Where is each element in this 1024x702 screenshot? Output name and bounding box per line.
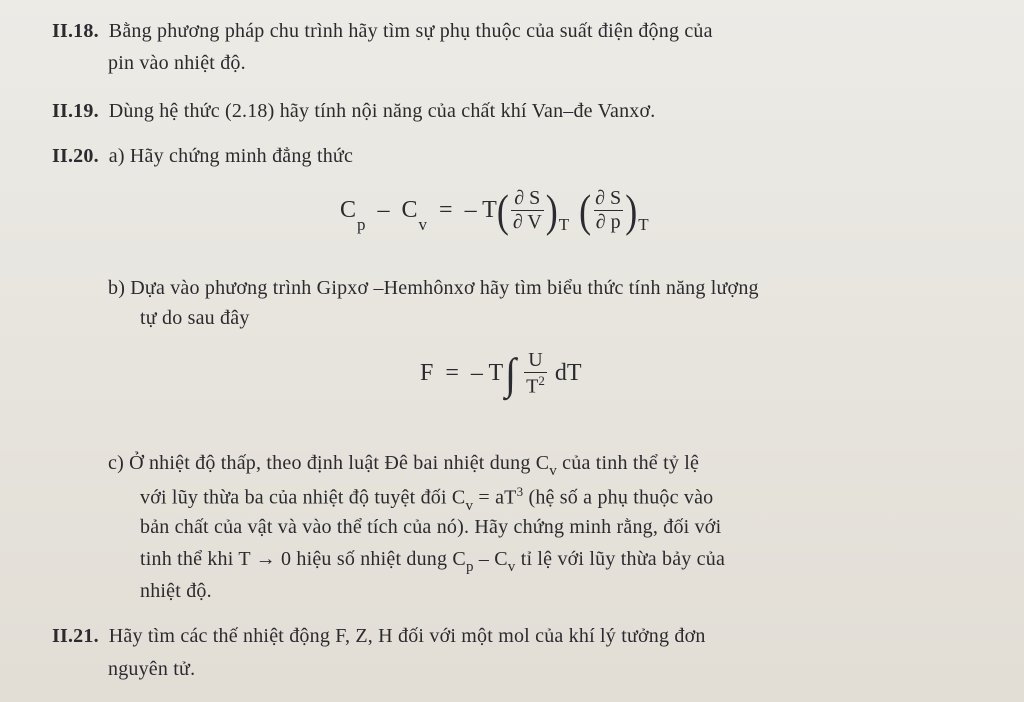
- eq1-equals: =: [439, 197, 453, 223]
- eq1-neg-t: – T: [464, 197, 497, 223]
- problem-21-number: II.21.: [52, 625, 99, 647]
- c2-sub-v: v: [465, 497, 474, 514]
- problem-18-number: II.18.: [52, 20, 99, 42]
- problem-21-text-1: Hãy tìm các thế nhiệt động F, Z, H đối với một mol của khí lý tưởng đơn: [108, 625, 706, 647]
- problem-20-part-a-intro: a) Hãy chứng minh đẳng thức: [108, 145, 354, 167]
- problem-19-line-1: [52, 100, 655, 123]
- eq1-paren-close-1: ): [545, 185, 558, 236]
- eq1-sub-t-2: T: [638, 214, 649, 234]
- problem-18-text-1: Bằng phương pháp chu trình hãy tìm sự phụ thuộc của suất điện động của: [108, 20, 713, 42]
- eq2-t: T: [526, 375, 539, 398]
- problem-20-part-c-line-1: [108, 452, 700, 479]
- c2-sup-3: 3: [516, 484, 524, 499]
- c1-text-a: c) Ở nhiệt độ thấp, theo định luật Đê bai nhiệt dung C: [108, 452, 550, 474]
- eq1-sub-p: p: [357, 214, 366, 234]
- eq2-neg-t: – T: [470, 360, 504, 387]
- eq1-c2: C: [401, 197, 418, 223]
- problem-20-line-a: [52, 145, 353, 168]
- problem-18-line-1: [52, 20, 713, 43]
- c4-text-b: – C: [473, 548, 508, 570]
- eq1-paren-open-1: (: [496, 185, 509, 236]
- eq1-frac1-top: ∂ S: [514, 187, 541, 209]
- eq1-frac2-top: ∂ S: [595, 187, 622, 209]
- problem-19-text-1: Dùng hệ thức (2.18) hãy tính nội năng của chất khí Van–đe Vanxơ.: [108, 100, 656, 122]
- eq2-integral: ∫: [505, 349, 517, 399]
- equation-cp-cv: [340, 185, 649, 236]
- problem-21-line-2: nguyên tử.: [108, 658, 196, 680]
- eq2-square: 2: [538, 373, 545, 388]
- problem-20-part-c-line-4: [140, 548, 726, 575]
- c1-sub-v: v: [549, 463, 557, 479]
- eq2-f: F: [420, 360, 434, 387]
- c4-text-c: tỉ lệ với lũy thừa bảy của: [515, 548, 726, 570]
- eq1-minus: –: [377, 197, 390, 223]
- eq2-equals: =: [445, 360, 459, 387]
- eq1-c: C: [340, 197, 357, 223]
- problem-19-number: II.19.: [52, 100, 99, 122]
- problem-20-part-c-line-2: [140, 484, 714, 514]
- eq2-frac-top: U: [528, 349, 543, 371]
- problem-20-part-b-line-2: tự do sau đây: [140, 307, 250, 329]
- c4-sub-v: v: [507, 559, 516, 575]
- c2-text-a: với lũy thừa ba của nhiệt độ tuyệt đối C: [140, 486, 466, 509]
- problem-18-line-2: pin vào nhiệt độ.: [108, 52, 246, 74]
- problem-20-part-b-line-1: b) Dựa vào phương trình Gipxơ –Hemhônxơ hãy tìm biểu thức tính năng lượng: [108, 277, 759, 299]
- c2-text-b: = aT: [473, 486, 517, 509]
- eq1-sub-t-1: T: [558, 214, 570, 234]
- eq1-fraction-ds-dv: [511, 188, 544, 233]
- eq1-fraction-ds-dp: [593, 188, 623, 233]
- eq1-frac1-bottom: ∂ V: [512, 211, 542, 233]
- eq2-dt: dT: [554, 360, 582, 387]
- c4-text-a: tinh thể khi T → 0 hiệu số nhiệt dung C: [140, 548, 466, 570]
- eq1-paren-close-2: ): [625, 185, 638, 236]
- problem-20-part-c-line-5: nhiệt độ.: [140, 580, 212, 602]
- c1-text-b: của tinh thể tỷ lệ: [556, 452, 700, 474]
- problem-20-part-c-line-3: bản chất của vật và vào thể tích của nó). Hãy chứng minh rằng, đối với: [140, 516, 722, 538]
- problem-21-line-1: [52, 625, 706, 648]
- c2-text-c: (hệ số a phụ thuộc vào: [523, 486, 714, 509]
- problem-20-number: II.20.: [52, 145, 99, 167]
- eq1-frac2-bottom: ∂ p: [595, 211, 621, 233]
- equation-free-energy: [420, 350, 582, 398]
- eq1-sub-v: v: [418, 214, 428, 234]
- eq2-fraction-u-t2: [524, 350, 547, 398]
- eq2-frac-bottom: [524, 372, 547, 398]
- c4-sub-p: p: [465, 559, 474, 575]
- eq1-paren-open-2: (: [579, 185, 592, 236]
